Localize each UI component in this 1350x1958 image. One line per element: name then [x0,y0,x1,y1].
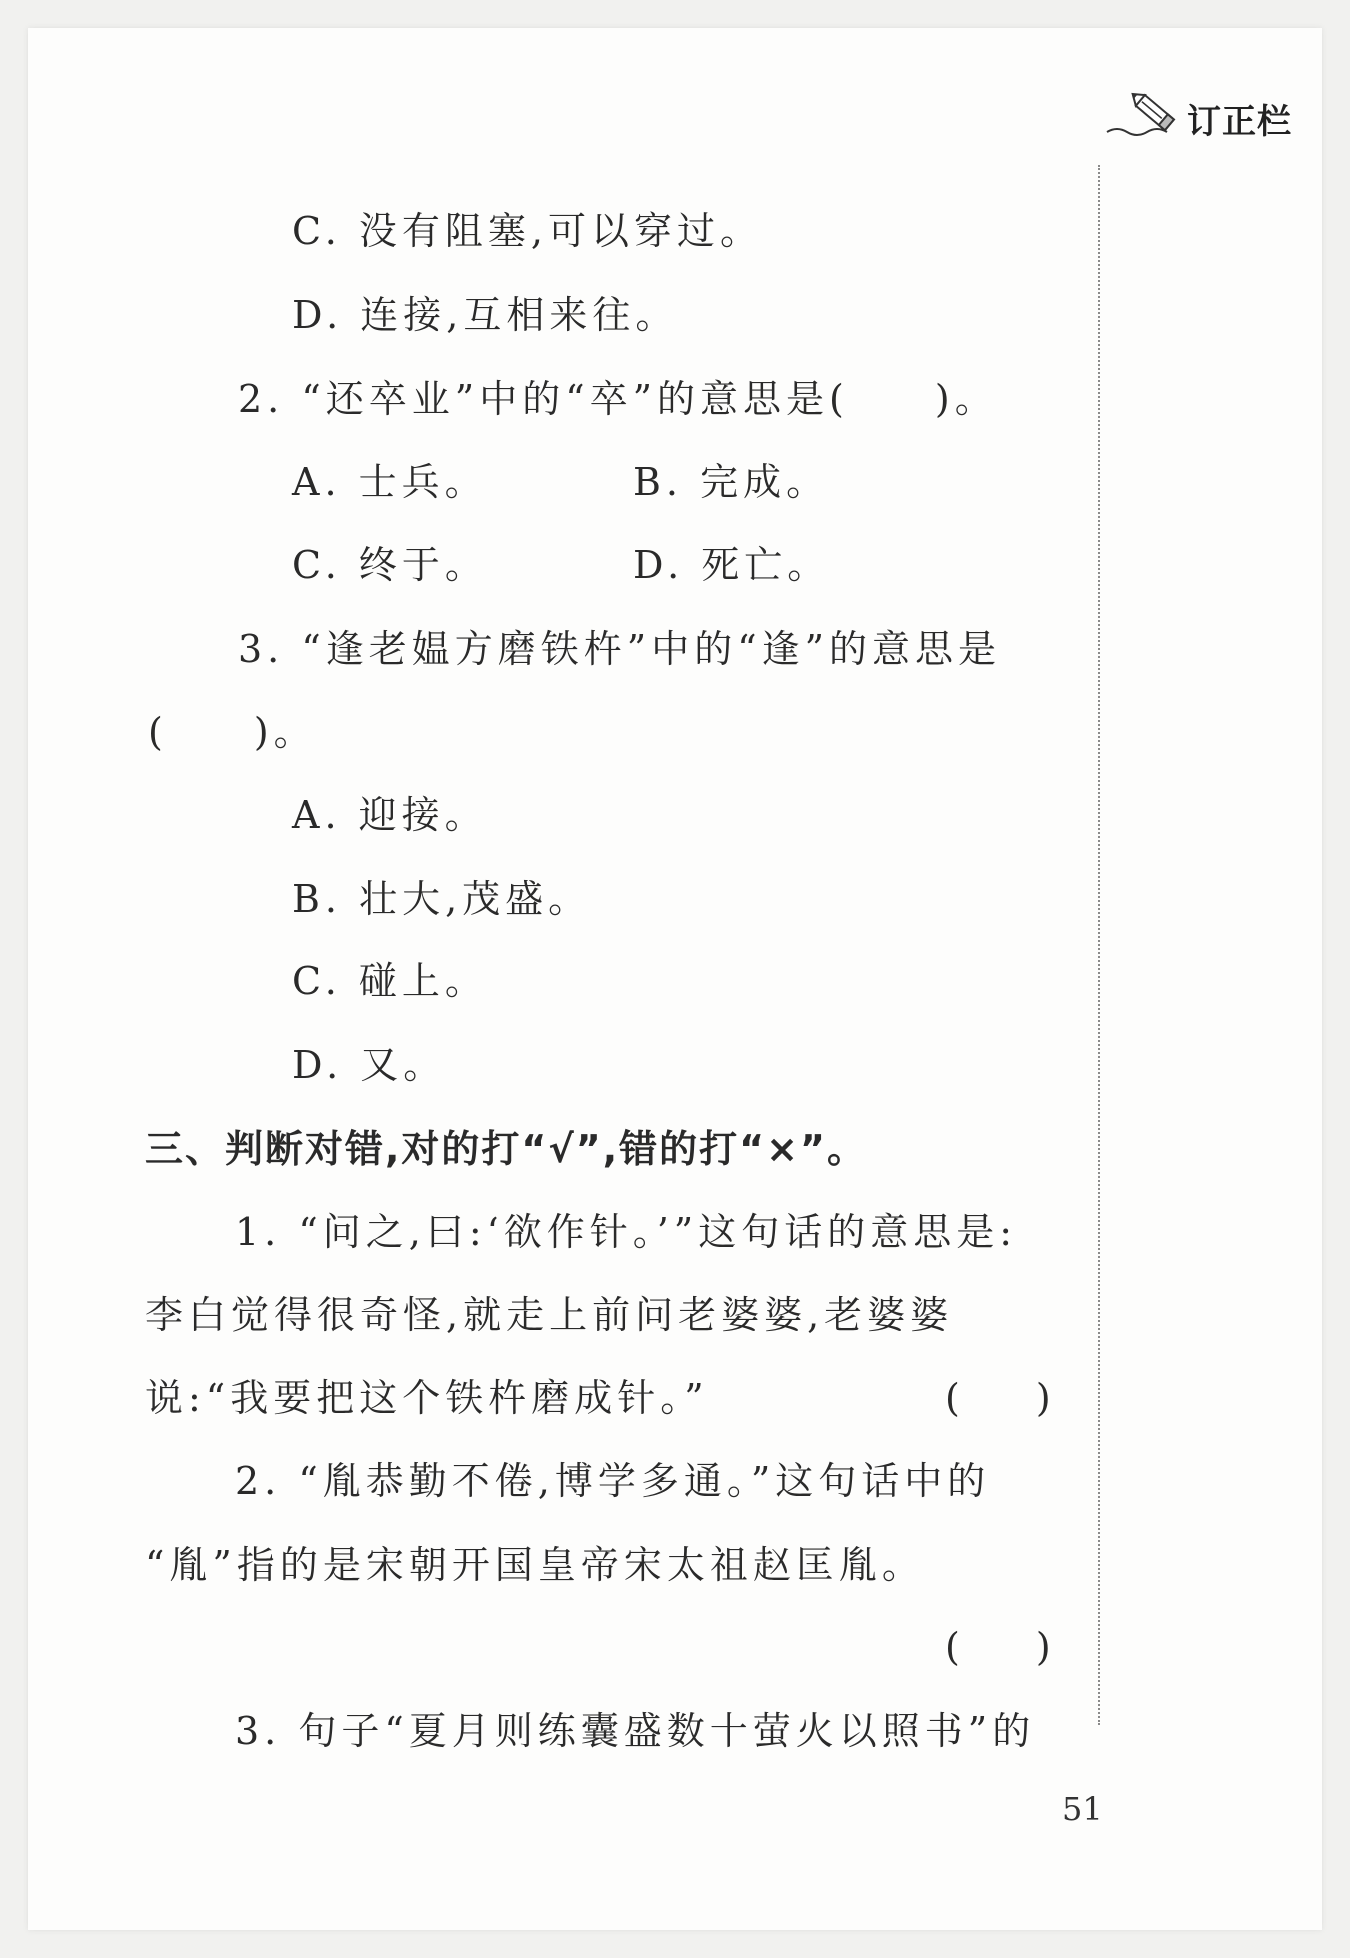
option-b-q3: B. 壮大,茂盛。 [292,877,592,921]
question-3-blank: ( )。 [148,710,317,754]
option-d-q2: D. 死亡。 [633,543,831,587]
option-c-q1: C. 没有阻塞,可以穿过。 [292,209,763,253]
judge-2-line-2: “胤”指的是宋朝开国皇帝宋太祖赵匡胤。 [145,1543,925,1587]
option-a-q2: A. 士兵。 [292,460,488,504]
judge-1-line-1: 1. “问之,曰:‘欲作针。’”这句话的意思是: [235,1210,1018,1254]
page-number: 51 [1062,1790,1103,1828]
judge-3-line-1: 3. 句子“夏月则练囊盛数十萤火以照书”的 [235,1709,1036,1753]
correction-column-label: 订正栏 [1187,101,1292,142]
option-b-q2: B. 完成。 [633,460,830,504]
option-c-q2: C. 终于。 [292,543,488,587]
section-3-heading: 三、判断对错,对的打“√”,错的打“×”。 [145,1127,867,1171]
judge-2-line-1: 2. “胤恭勤不倦,博学多通。”这句话中的 [235,1459,991,1503]
judge-1-line-3: 说:“我要把这个铁杵磨成针。” [145,1376,709,1420]
option-d-q1: D. 连接,互相来往。 [292,293,679,337]
correction-column-header [1105,92,1292,144]
judge-1-answer-blank[interactable]: ( ) [945,1376,1051,1420]
option-a-q3: A. 迎接。 [292,793,488,837]
judge-1-line-2: 李白觉得很奇怪,就走上前问老婆婆,老婆婆 [145,1293,954,1337]
pencil-icon [1105,92,1183,144]
correction-column-divider [1098,165,1100,1725]
option-c-q3: C. 碰上。 [292,959,488,1003]
judge-2-answer-blank[interactable]: ( ) [945,1625,1051,1669]
option-d-q3: D. 又。 [292,1043,447,1087]
question-2: 2. “还卒业”中的“卒”的意思是( )。 [238,377,998,421]
question-3: 3. “逢老媪方磨铁杵”中的“逢”的意思是 [238,627,1002,671]
